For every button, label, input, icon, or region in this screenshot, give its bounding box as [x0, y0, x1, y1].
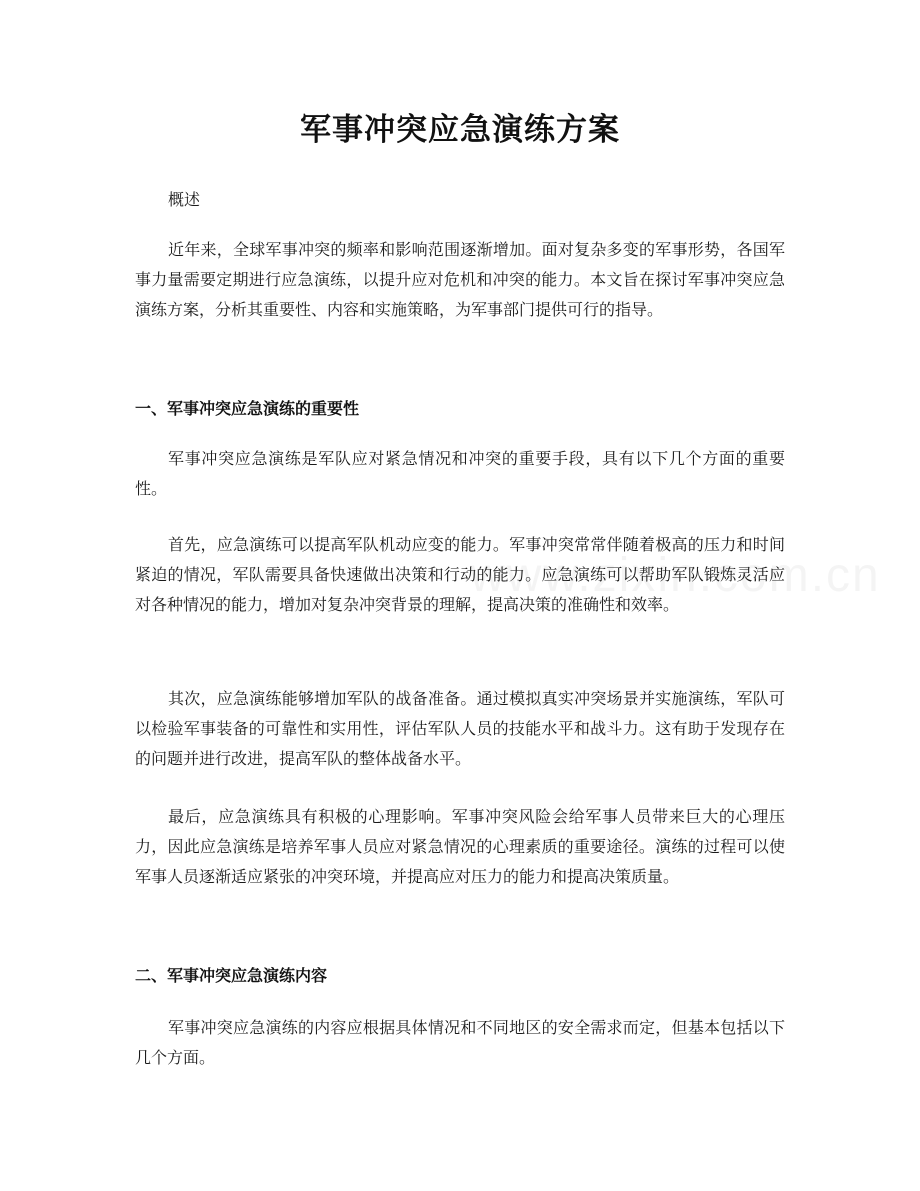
overview-label: 概述	[168, 190, 201, 209]
section-heading-content: 二、军事冲突应急演练内容	[135, 966, 328, 985]
content-paragraph-1: 军事冲突应急演练的内容应根据具体情况和不同地区的安全需求而定，但基本包括以下几个方面。	[135, 1018, 785, 1067]
importance-paragraph-3: 其次，应急演练能够增加军队的战备准备。通过模拟真实冲突场景并实施演练，军队可以检验军事装备的可靠性和实用性，评估军队人员的技能水平和战斗力。这有助于发现存在的问题并进行改进，提高军队的整体战备水平。	[135, 689, 785, 768]
intro-paragraph: 近年来，全球军事冲突的频率和影响范围逐渐增加。面对复杂多变的军事形势，各国军事力量需要定期进行应急演练，以提升应对危机和冲突的能力。本文旨在探讨军事冲突应急演练方案，分析其重要性、内容和实施策略，为军事部门提供可行的指导。	[135, 240, 785, 319]
importance-paragraph-4: 最后，应急演练具有积极的心理影响。军事冲突风险会给军事人员带来巨大的心理压力，因此应急演练是培养军事人员应对紧急情况的心理素质的重要途径。演练的过程可以使军事人员逐渐适应紧张的冲突环境，并提高应对压力的能力和提高决策质量。	[135, 807, 785, 886]
importance-paragraph-1: 军事冲突应急演练是军队应对紧急情况和冲突的重要手段，具有以下几个方面的重要性。	[135, 449, 785, 498]
document-title: 军事冲突应急演练方案	[300, 112, 620, 148]
importance-paragraph-2: 首先，应急演练可以提高军队机动应变的能力。军事冲突常常伴随着极高的压力和时间紧迫的情况，军队需要具备快速做出决策和行动的能力。应急演练可以帮助军队锻炼灵活应对各种情况的能力，增加对复杂冲突背景的理解，提高决策的准确性和效率。	[135, 535, 785, 614]
section-heading-importance: 一、军事冲突应急演练的重要性	[135, 399, 360, 418]
